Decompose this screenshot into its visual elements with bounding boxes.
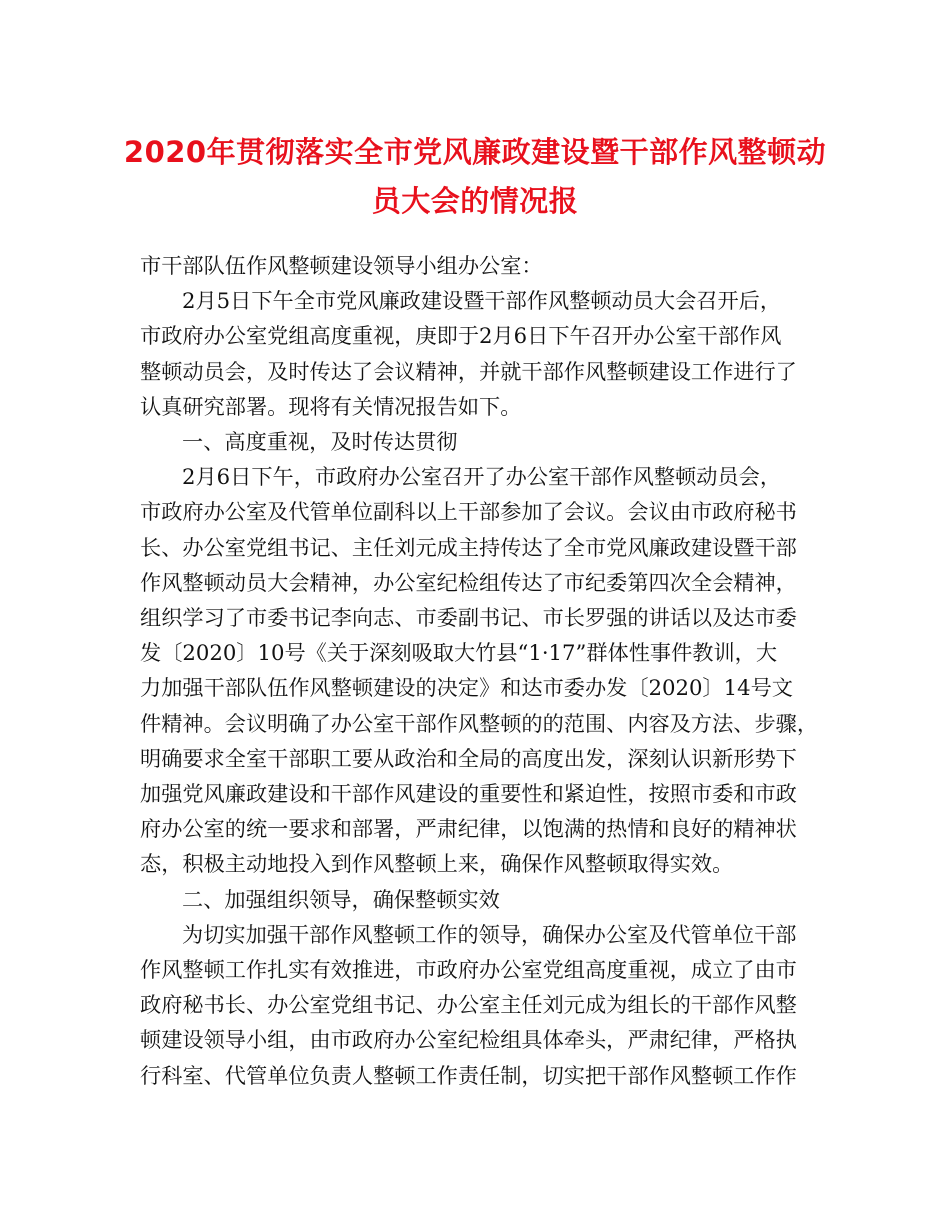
body-line: 件精神。会议明确了办公室干部作风整顿的的范围、内容及方法、步骤， — [140, 710, 819, 736]
document-title — [120, 128, 830, 226]
body-line: 为切实加强干部作风整顿工作的领导，确保办公室及代管单位干部 — [182, 921, 797, 947]
body-line: 府办公室的统一要求和部署，严肃纪律，以饱满的热情和良好的精神状 — [140, 816, 797, 842]
body-line: 市政府办公室及代管单位副科以上干部参加了会议。会议由市政府秘书 — [140, 499, 797, 525]
title-line-1: 2020年贯彻落实全市党风廉政建设暨干部作风整顿动 — [123, 135, 827, 169]
body-line: 作风整顿工作扎实有效推进，市政府办公室党组高度重视，成立了由市 — [140, 957, 797, 983]
document-body — [140, 248, 830, 1093]
body-line: 发〔2020〕10号《关于深刻吸取大竹县“1·17”群体性事件教训，大 — [140, 640, 778, 666]
body-line: 行科室、代管单位负责人整顿工作责任制，切实把干部作风整顿工作作 — [140, 1062, 797, 1088]
salutation-line: 市干部队伍作风整顿建设领导小组办公室： — [140, 253, 543, 278]
body-line: 整顿动员会，及时传达了会议精神，并就干部作风整顿建设工作进行了 — [140, 358, 797, 384]
body-line: 加强党风廉政建设和干部作风建设的重要性和紧迫性，按照市委和市政 — [140, 781, 797, 807]
body-line: 2月5日下午全市党风廉政建设暨干部作风整顿动员大会召开后， — [182, 288, 782, 314]
title-line-2: 员大会的情况报 — [371, 184, 579, 218]
body-line: 明确要求全室干部职工要从政治和全局的高度出发，深刻认识新形势下 — [140, 745, 797, 771]
body-line: 长、办公室党组书记、主任刘元成主持传达了全市党风廉政建设暨干部 — [140, 534, 797, 560]
body-line: 力加强干部队伍作风整顿建设的决定》和达市委办发〔2020〕14号文 — [140, 675, 793, 701]
body-line: 政府秘书长、办公室党组书记、办公室主任刘元成为组长的干部作风整 — [140, 992, 797, 1018]
body-line: 顿建设领导小组，由市政府办公室纪检组具体牵头，严肃纪律，严格执 — [140, 1027, 797, 1053]
body-line: 2月6日下午，市政府办公室召开了办公室干部作风整顿动员会， — [182, 464, 782, 490]
body-line: 组织学习了市委书记李向志、市委副书记、市长罗强的讲话以及达市委 — [140, 605, 797, 631]
body-line: 市政府办公室党组高度重视，庚即于2月6日下午召开办公室干部作风 — [140, 323, 782, 349]
body-line: 作风整顿动员大会精神，办公室纪检组传达了市纪委第四次全会精神， — [140, 569, 797, 595]
section-heading-2: 二、加强组织领导，确保整顿实效 — [182, 886, 500, 912]
body-line: 态，积极主动地投入到作风整顿上来，确保作风整顿取得实效。 — [140, 851, 734, 877]
body-line: 认真研究部署。现将有关情况报告如下。 — [140, 393, 522, 419]
section-heading-1: 一、高度重视，及时传达贯彻 — [182, 429, 458, 455]
